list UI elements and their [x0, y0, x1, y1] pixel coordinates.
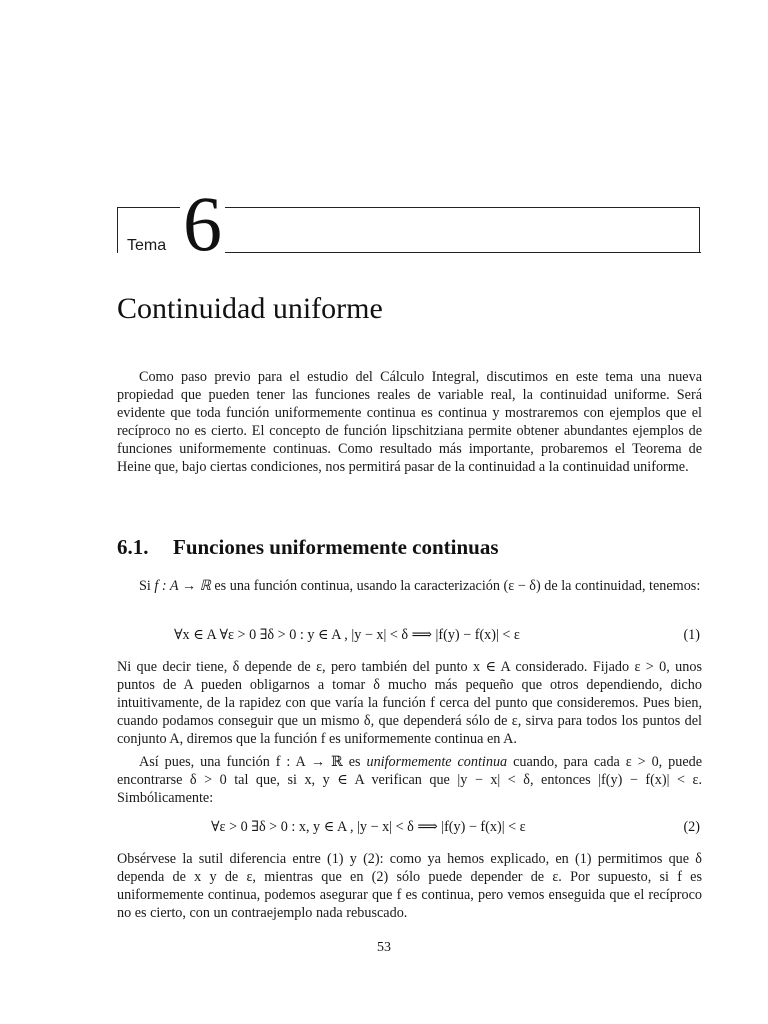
chapter-header-rule [218, 252, 701, 253]
section-heading [117, 535, 499, 560]
paragraph-2: Ni que decir tiene, δ depende de ε, pero también del punto x ∈ A considerado. Fijado ε > 0, unos puntos de A pueden obligarnos a tomar δ mucho más pequeño que otros dependiendo, dicho intuitivamente, de la rapidez con que varía la función f cerca del punto que consideremos. Pues bien, cuando podamos conseguir que un mismo δ, que dependerá sólo de ε, sirva para todos los puntos del conjunto A, diremos que la función f es uniformemente continua en A. [117, 659, 702, 748]
p1-text-a: Si [139, 578, 151, 594]
paragraph-1 [117, 577, 702, 595]
equation-1-body: ∀x ∈ A ∀ε > 0 ∃δ > 0 : y ∈ A , |y − x| < δ ⟹ |f(y) − f(x)| < ε [174, 627, 520, 643]
chapter-title: Continuidad uniforme [117, 292, 383, 325]
equation-2-tag: (2) [683, 819, 700, 835]
equation-2 [117, 819, 702, 839]
p1-text-c: de la continuidad, tenemos: [544, 578, 701, 594]
chapter-number: 6 [180, 185, 225, 263]
page-number: 53 [377, 940, 391, 955]
p3-text-b: cuando, para cada ε > 0, puede encontrarse δ > 0 tal que, si x, y ∈ A verifican que |y − x| < δ, entonces |f(y) − f(x)| < ε. Simbólicamente: [117, 754, 703, 807]
p3-text-a: Así pues, una función f : A → ℝ es [139, 754, 361, 770]
chapter-label: Tema [127, 237, 167, 254]
paragraph-4: Obsérvese la sutil diferencia entre (1) y (2): como ya hemos explicado, en (1) permitimos que δ dependa de x y de ε, mientras que en (2) sólo puede depender de ε. Por supuesto, si f es uniformemente continua, podemos asegurar que f es continua, pero vemos enseguida que el recíproco no es cierto, con un contraejemplo nada rebuscado. [117, 851, 702, 922]
p1-text-b: es una función continua, usando la caracterización [214, 578, 500, 594]
p1-eps-delta: (ε − δ) [503, 578, 541, 594]
section-number: 6.1. [117, 535, 149, 559]
paragraph-3 [117, 753, 702, 807]
equation-2-body: ∀ε > 0 ∃δ > 0 : x, y ∈ A , |y − x| < δ ⟹ |f(y) − f(x)| < ε [211, 819, 526, 835]
section-title: Funciones uniformemente continuas [173, 535, 499, 559]
p3-emphasis: uniformemente continua [366, 754, 508, 770]
equation-1-tag: (1) [683, 627, 700, 643]
intro-paragraph: Como paso previo para el estudio del Cálculo Integral, discutimos en este tema una nueva propiedad que pueden tener las funciones reales de variable real, la continuidad uniforme. Será evidente que toda función uniformemente continua es continua y mostraremos con ejemplos que el recíproco no es cierto. El concepto de función lipschitziana permite obtener abundantes ejemplos de funciones uniformemente continuas. Como resultado más importante, probaremos el Teorema de Heine que, bajo ciertas condiciones, nos permitirá pasar de la continuidad a la continuidad uniforme. [117, 369, 702, 476]
p1-function-map: f : A → ℝ [154, 578, 211, 594]
equation-1 [117, 627, 702, 647]
